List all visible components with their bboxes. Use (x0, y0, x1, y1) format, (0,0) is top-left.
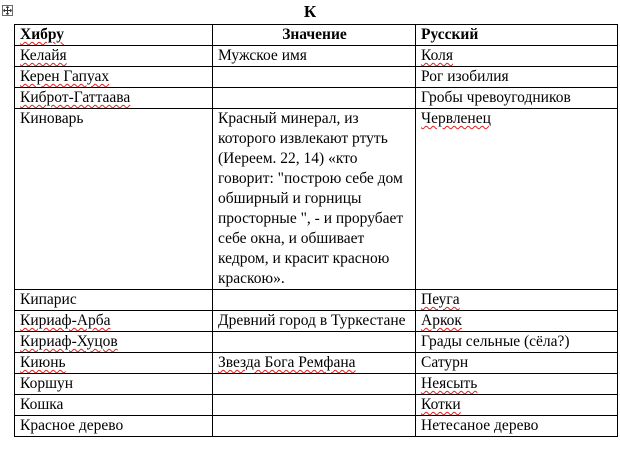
cell-russian[interactable]: Грады сельные (сёла?) (416, 332, 618, 353)
cell-russian[interactable]: Нетесаное дерево (416, 416, 618, 437)
cell-meaning[interactable] (213, 332, 416, 353)
table-row (15, 46, 618, 67)
cell-russian[interactable]: Гробы чревоугодников (416, 88, 618, 109)
cell-hebrew[interactable]: Киюнь (15, 353, 213, 374)
cell-meaning[interactable]: Звезда Бога Ремфана (213, 353, 416, 374)
table-row (15, 374, 618, 395)
cell-meaning[interactable]: Мужское имя (213, 46, 416, 67)
cell-russian[interactable]: Пеуга (416, 290, 618, 311)
cell-hebrew[interactable]: Киноварь (15, 109, 213, 290)
cell-russian[interactable]: Котки (416, 395, 618, 416)
cell-russian[interactable]: Червленец (416, 109, 618, 290)
cell-hebrew[interactable]: Кириаф-Арба (15, 311, 213, 332)
cell-meaning[interactable] (213, 416, 416, 437)
cell-meaning[interactable]: Красный минерал, из которого извлекают ртуть (Иереем. 22, 14) «кто говорит: "построю себе дом обширный и горницы просторные ", - и прорубает себе окна, и обшивает кедром, и красит красною краскою». (213, 109, 416, 290)
table-row (15, 88, 618, 109)
cell-hebrew[interactable]: Керен Гапуах (15, 67, 213, 88)
cell-russian[interactable]: Неясыть (416, 374, 618, 395)
table-row (15, 332, 618, 353)
table-header-row (15, 25, 618, 46)
cell-russian[interactable]: Аркок (416, 311, 618, 332)
header-russian: Русский (416, 25, 618, 46)
dictionary-table (14, 24, 618, 437)
cell-hebrew[interactable]: Коршун (15, 374, 213, 395)
table-row (15, 311, 618, 332)
table-row (15, 67, 618, 88)
cell-russian[interactable]: Сатурн (416, 353, 618, 374)
cell-hebrew[interactable]: Красное дерево (15, 416, 213, 437)
cell-hebrew[interactable]: Кошка (15, 395, 213, 416)
cell-hebrew[interactable]: Киброт-Гаттаава (15, 88, 213, 109)
cell-meaning[interactable] (213, 67, 416, 88)
cell-meaning[interactable] (213, 395, 416, 416)
table-row (15, 416, 618, 437)
cell-russian[interactable]: Рог изобилия (416, 67, 618, 88)
cell-meaning[interactable] (213, 290, 416, 311)
cell-meaning[interactable] (213, 88, 416, 109)
table-row (15, 395, 618, 416)
cell-russian[interactable]: Коля (416, 46, 618, 67)
table-row (15, 109, 618, 290)
cell-meaning[interactable] (213, 374, 416, 395)
cell-hebrew[interactable]: Келайя (15, 46, 213, 67)
table-row (15, 353, 618, 374)
cell-hebrew[interactable]: Кипарис (15, 290, 213, 311)
header-meaning: Значение (213, 25, 416, 46)
page-title: К (303, 2, 317, 21)
cell-hebrew[interactable]: Кириаф-Хуцов (15, 332, 213, 353)
cell-meaning[interactable]: Древний город в Туркестане (213, 311, 416, 332)
header-hebrew: Хибру (15, 25, 213, 46)
table-row (15, 290, 618, 311)
